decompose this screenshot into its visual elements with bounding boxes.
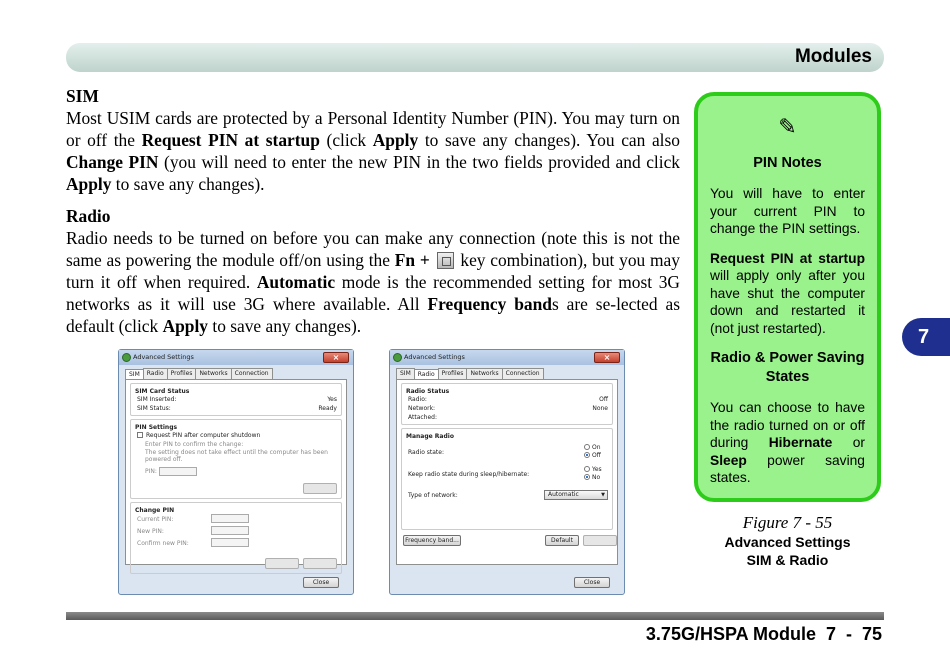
manage-radio-group: [401, 428, 613, 530]
radio-state-label: Radio state:: [408, 448, 444, 456]
sim-inserted-value: Yes: [327, 396, 337, 403]
network-value: None: [592, 405, 608, 412]
confirm-pin-label: Confirm new PIN:: [137, 540, 189, 547]
request-pin-checkbox[interactable]: [137, 432, 143, 438]
tab-connection[interactable]: Connection: [502, 368, 544, 379]
tab-profiles[interactable]: Profiles: [167, 368, 197, 379]
enter-pin-hint-2: The setting does not take effect until the computer has been: [145, 448, 328, 456]
enter-pin-hint: Enter PIN to confirm the change:: [145, 441, 244, 448]
tab-radio[interactable]: Radio: [414, 369, 439, 380]
radio-on-option[interactable]: On: [584, 444, 608, 452]
sim-status-value: Ready: [318, 405, 337, 412]
keep-state-label: Keep radio state during sleep/hibernate:: [408, 470, 530, 478]
notes-paragraph-3: You can choose to have the radio turned on or off during Hibernate or Sleep power saving states.: [710, 400, 865, 485]
apply-pin-button[interactable]: [303, 483, 337, 494]
pin-notes-box: [694, 92, 881, 502]
tab-connection[interactable]: Connection: [231, 368, 273, 379]
group-label: Manage Radio: [406, 433, 454, 440]
network-label: Network:: [408, 405, 436, 412]
close-button[interactable]: Close: [303, 577, 339, 588]
group-label: PIN Settings: [135, 424, 178, 431]
frequency-band-button[interactable]: Frequency band...: [403, 535, 461, 546]
group-label: SIM Card Status: [135, 388, 190, 395]
notes-title: PIN Notes: [753, 155, 822, 171]
sim-panel: [125, 379, 347, 565]
chapter-tab: 7: [902, 318, 950, 356]
tab-strip: [396, 368, 543, 379]
sim-paragraph: Most USIM cards are protected by a Personal Identity Number (PIN). You may turn on or off the Request PIN at startup (click Apply to save any changes). You can also Change PIN (you will need to enter the new PIN in the two fields provided and click Apply to save any changes).: [66, 108, 681, 194]
default-button[interactable]: Default: [545, 535, 579, 546]
keep-yes-option[interactable]: Yes: [584, 466, 608, 474]
current-pin-label: Current PIN:: [137, 516, 174, 523]
radio-status-group: [401, 383, 613, 425]
footer-page-label: 3.75G/HSPA Module 7 - 75: [645, 624, 882, 644]
keep-no-option[interactable]: No: [584, 474, 608, 482]
dialog-title: Advanced Settings: [404, 353, 465, 361]
attached-label: Attached:: [408, 414, 438, 421]
sim-inserted-label: SIM Inserted:: [137, 396, 177, 403]
header-bar: [66, 43, 884, 72]
change-pin-apply-button[interactable]: [265, 558, 299, 569]
request-pin-label: Request PIN after computer shutdown: [146, 432, 261, 439]
sim-heading: SIM: [66, 86, 99, 106]
notes-paragraph-2: Request PIN at startup will apply only after you have shut the computer down and restarted it (not just restarted).: [710, 250, 865, 336]
app-icon: [393, 353, 402, 362]
figure-title-line-2: SIM & Radio: [746, 552, 829, 568]
notes-paragraph-1: You will have to enter your current PIN to change the PIN settings.: [710, 186, 865, 236]
new-pin-label: New PIN:: [137, 528, 164, 535]
tab-sim[interactable]: SIM: [125, 369, 144, 380]
advanced-settings-sim-dialog: [118, 349, 354, 595]
figure-number: Figure 7 - 55: [742, 513, 833, 532]
sim-card-status-group: [130, 383, 342, 416]
radio-heading: Radio: [66, 206, 111, 226]
confirm-pin-input[interactable]: [211, 538, 249, 547]
dialog-title: Advanced Settings: [133, 353, 194, 361]
radio-value: Off: [599, 396, 608, 403]
radio-off-option[interactable]: Off: [584, 452, 608, 460]
new-pin-input[interactable]: [211, 526, 249, 535]
footer-bar: [66, 612, 884, 620]
change-pin-cancel-button[interactable]: [303, 558, 337, 569]
close-button[interactable]: Close: [574, 577, 610, 588]
notes-title-2: Radio & Power Saving States: [710, 350, 865, 385]
pin-input[interactable]: [159, 467, 197, 476]
dialog-titlebar: [390, 350, 624, 365]
figure-caption: [694, 513, 881, 569]
pin-label: PIN:: [145, 467, 157, 475]
apply-button[interactable]: [583, 535, 617, 546]
tab-networks[interactable]: Networks: [195, 368, 231, 379]
current-pin-input[interactable]: [211, 514, 249, 523]
function-key-icon: [437, 252, 454, 269]
chevron-down-icon: ▼: [601, 492, 605, 498]
pen-icon: ✎: [778, 114, 797, 139]
network-type-label: Type of network:: [408, 491, 458, 499]
group-label: Radio Status: [406, 388, 450, 395]
tab-profiles[interactable]: Profiles: [438, 368, 468, 379]
group-label: Change PIN: [135, 507, 175, 514]
dialog-titlebar: [119, 350, 353, 365]
tab-strip: [125, 368, 272, 379]
pin-settings-group: [130, 419, 342, 499]
advanced-settings-radio-dialog: [389, 349, 625, 595]
main-text: [66, 85, 680, 347]
tab-sim[interactable]: SIM: [396, 368, 415, 379]
radio-panel: [396, 379, 618, 565]
change-pin-group: [130, 502, 342, 574]
tab-radio[interactable]: Radio: [143, 368, 168, 379]
header-title: Modules: [794, 46, 872, 67]
network-type-select[interactable]: Automatic ▼: [544, 490, 608, 500]
figure-title-line-1: Advanced Settings: [724, 534, 851, 550]
close-icon[interactable]: ×: [594, 352, 620, 363]
close-icon[interactable]: ×: [323, 352, 349, 363]
radio-paragraph: Radio needs to be turned on before you can make any connection (note this is not the same as powering the module off/on using the Fn + key combination), but you may turn it off when required. Automatic mode is the recommended setting for most 3G networks as it will use 3G where available. All Frequency bands are se-lected as default (click Apply to save any changes).: [66, 228, 680, 336]
tab-networks[interactable]: Networks: [466, 368, 502, 379]
enter-pin-hint-3: powered off.: [145, 456, 183, 463]
radio-label: Radio:: [408, 396, 427, 403]
sim-status-label: SIM Status:: [137, 405, 171, 412]
app-icon: [122, 353, 131, 362]
